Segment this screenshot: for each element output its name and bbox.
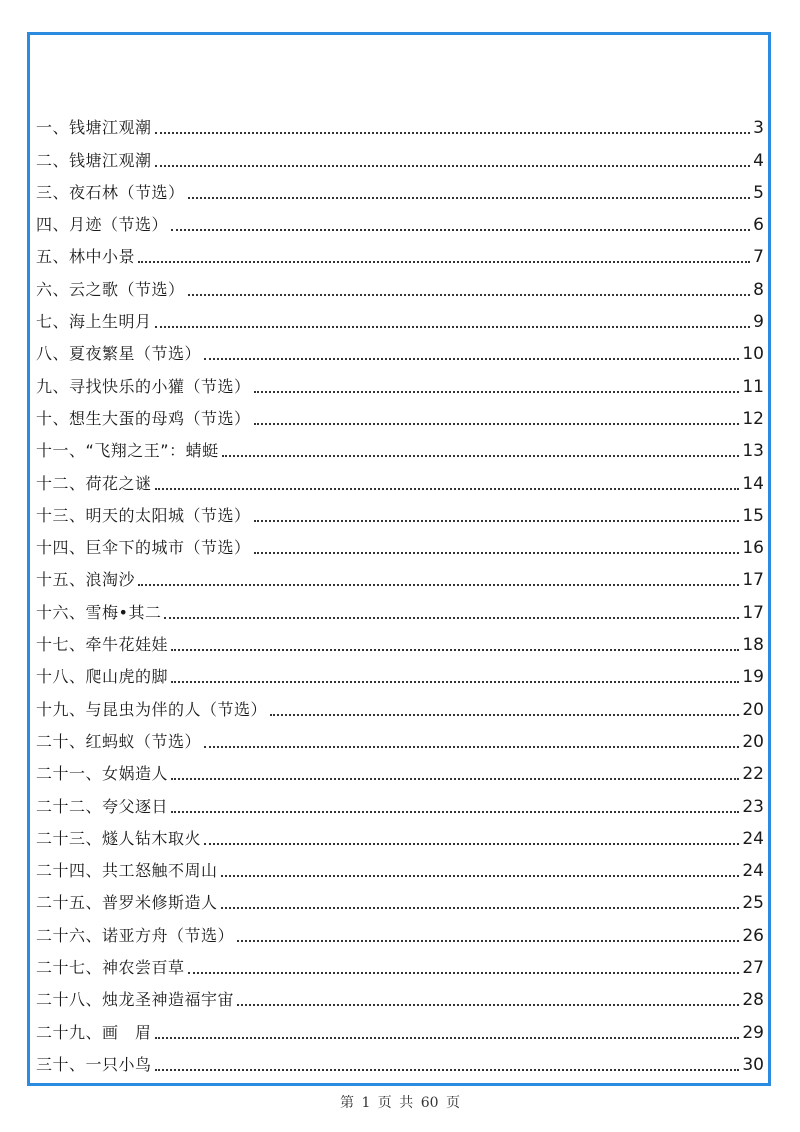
toc-entry-page-number: 8	[753, 279, 764, 300]
toc-entry-page-number: 20	[742, 699, 764, 720]
toc-entry-page-number: 4	[753, 150, 764, 171]
toc-dot-leader	[221, 874, 740, 877]
toc-entry-title: 四、月迹（节选）	[36, 215, 169, 235]
toc-entry[interactable]	[36, 851, 764, 883]
toc-dot-leader	[204, 842, 739, 845]
toc-entry-page-number: 11	[742, 376, 764, 397]
toc-dot-leader	[164, 616, 739, 619]
toc-dot-leader	[222, 454, 740, 457]
toc-entry[interactable]	[36, 108, 764, 140]
toc-entry[interactable]	[36, 496, 764, 528]
toc-dot-leader	[188, 971, 740, 974]
toc-entry-page-number: 24	[742, 828, 764, 849]
toc-entry-page-number: 10	[742, 344, 764, 365]
toc-entry-page-number: 17	[742, 570, 764, 591]
toc-entry-page-number: 5	[753, 182, 764, 203]
toc-entry-page-number: 3	[753, 118, 764, 139]
toc-entry-page-number: 18	[742, 635, 764, 656]
toc-dot-leader	[171, 810, 739, 813]
toc-entry-title: 十四、巨伞下的城市（节选）	[36, 538, 251, 558]
toc-entry[interactable]	[36, 173, 764, 205]
toc-dot-leader	[254, 551, 740, 554]
toc-entry-title: 十五、浪淘沙	[36, 570, 136, 590]
toc-entry-page-number: 23	[742, 796, 764, 817]
toc-entry[interactable]	[36, 560, 764, 592]
toc-entry-page-number: 9	[753, 312, 764, 333]
toc-entry-page-number: 29	[742, 1022, 764, 1043]
toc-dot-leader	[155, 164, 751, 167]
toc-dot-leader	[204, 357, 739, 360]
toc-entry-title: 二、钱塘江观潮	[36, 150, 152, 170]
toc-entry-title: 十三、明天的太阳城（节选）	[36, 505, 251, 525]
toc-entry-title: 二十二、夸父逐日	[36, 796, 169, 816]
toc-entry-page-number: 12	[742, 408, 764, 429]
toc-entry-page-number: 16	[742, 538, 764, 559]
toc-entry[interactable]	[36, 948, 764, 980]
toc-entry-page-number: 27	[742, 958, 764, 979]
toc-entry-title: 十九、与昆虫为伴的人（节选）	[36, 699, 268, 719]
toc-dot-leader	[155, 325, 751, 328]
toc-dot-leader	[221, 906, 740, 909]
toc-entry-title: 十六、雪梅•其二	[36, 602, 162, 622]
toc-entry[interactable]	[36, 366, 764, 398]
toc-entry-title: 七、海上生明月	[36, 312, 152, 332]
toc-dot-leader	[254, 422, 740, 425]
toc-dot-leader	[171, 680, 739, 683]
table-of-contents	[36, 108, 764, 1077]
toc-entry-title: 九、寻找快乐的小獾（节选）	[36, 376, 251, 396]
toc-entry-title: 八、夏夜繁星（节选）	[36, 344, 202, 364]
toc-entry-title: 十一、“飞翔之王”：蜻蜓	[36, 441, 219, 461]
toc-entry[interactable]	[36, 302, 764, 334]
toc-dot-leader	[138, 260, 750, 263]
toc-entry-title: 二十四、共工怒触不周山	[36, 861, 218, 881]
toc-entry-page-number: 30	[742, 1054, 764, 1075]
toc-entry-title: 二十三、燧人钻木取火	[36, 828, 202, 848]
toc-entry-title: 十八、爬山虎的脚	[36, 667, 169, 687]
toc-dot-leader	[155, 1036, 740, 1039]
toc-dot-leader	[188, 196, 751, 199]
toc-entry[interactable]	[36, 528, 764, 560]
toc-entry-page-number: 7	[753, 247, 764, 268]
toc-dot-leader	[204, 745, 739, 748]
toc-entry[interactable]	[36, 625, 764, 657]
toc-entry-page-number: 17	[742, 602, 764, 623]
toc-entry-title: 一、钱塘江观潮	[36, 118, 152, 138]
toc-entry-title: 十七、牵牛花娃娃	[36, 635, 169, 655]
toc-entry-title: 五、林中小景	[36, 247, 136, 267]
toc-dot-leader	[155, 131, 751, 134]
toc-entry[interactable]	[36, 1012, 764, 1044]
toc-entry-page-number: 22	[742, 764, 764, 785]
toc-entry[interactable]	[36, 399, 764, 431]
toc-entry-page-number: 15	[742, 505, 764, 526]
toc-entry[interactable]	[36, 431, 764, 463]
toc-dot-leader	[237, 1003, 739, 1006]
toc-dot-leader	[188, 293, 751, 296]
toc-entry-page-number: 14	[742, 473, 764, 494]
toc-entry-title: 二十七、神农尝百草	[36, 958, 185, 978]
toc-entry[interactable]	[36, 463, 764, 495]
toc-entry[interactable]	[36, 592, 764, 624]
toc-entry-page-number: 26	[742, 925, 764, 946]
toc-entry[interactable]	[36, 334, 764, 366]
toc-entry[interactable]	[36, 237, 764, 269]
toc-entry-title: 二十、红蚂蚁（节选）	[36, 731, 202, 751]
toc-entry-title: 二十八、烛龙圣神造福宇宙	[36, 990, 235, 1010]
toc-entry-title: 二十五、普罗米修斯造人	[36, 893, 218, 913]
toc-entry-page-number: 13	[742, 441, 764, 462]
toc-entry-page-number: 20	[742, 731, 764, 752]
toc-dot-leader	[155, 487, 740, 490]
toc-dot-leader	[171, 648, 739, 651]
toc-dot-leader	[237, 939, 739, 942]
toc-entry[interactable]	[36, 722, 764, 754]
toc-entry-title: 六、云之歌（节选）	[36, 279, 185, 299]
toc-dot-leader	[270, 713, 739, 716]
toc-entry-page-number: 6	[753, 215, 764, 236]
toc-entry-page-number: 24	[742, 861, 764, 882]
toc-entry[interactable]	[36, 689, 764, 721]
toc-dot-leader	[155, 1068, 740, 1071]
toc-entry-title: 二十六、诺亚方舟（节选）	[36, 925, 235, 945]
toc-entry-page-number: 25	[742, 893, 764, 914]
toc-entry-title: 三十、一只小鸟	[36, 1054, 152, 1074]
toc-dot-leader	[171, 228, 750, 231]
toc-entry-title: 十二、荷花之谜	[36, 473, 152, 493]
toc-entry[interactable]	[36, 980, 764, 1012]
toc-entry[interactable]	[36, 657, 764, 689]
toc-entry[interactable]	[36, 140, 764, 172]
toc-dot-leader	[138, 583, 739, 586]
toc-entry-title: 二十九、画 眉	[36, 1022, 152, 1042]
toc-entry[interactable]	[36, 269, 764, 301]
toc-dot-leader	[171, 777, 739, 780]
toc-entry-title: 十、想生大蛋的母鸡（节选）	[36, 408, 251, 428]
toc-entry-page-number: 28	[742, 990, 764, 1011]
toc-entry[interactable]	[36, 205, 764, 237]
toc-entry[interactable]	[36, 786, 764, 818]
toc-entry-page-number: 19	[742, 667, 764, 688]
toc-entry-title: 三、夜石林（节选）	[36, 182, 185, 202]
toc-dot-leader	[254, 390, 740, 393]
toc-entry-title: 二十一、女娲造人	[36, 764, 169, 784]
page-footer: 第 1 页 共 60 页	[340, 1095, 460, 1111]
toc-entry[interactable]	[36, 819, 764, 851]
toc-entry[interactable]	[36, 915, 764, 947]
toc-dot-leader	[254, 519, 740, 522]
toc-entry[interactable]	[36, 1045, 764, 1077]
toc-entry[interactable]	[36, 883, 764, 915]
toc-entry[interactable]	[36, 754, 764, 786]
